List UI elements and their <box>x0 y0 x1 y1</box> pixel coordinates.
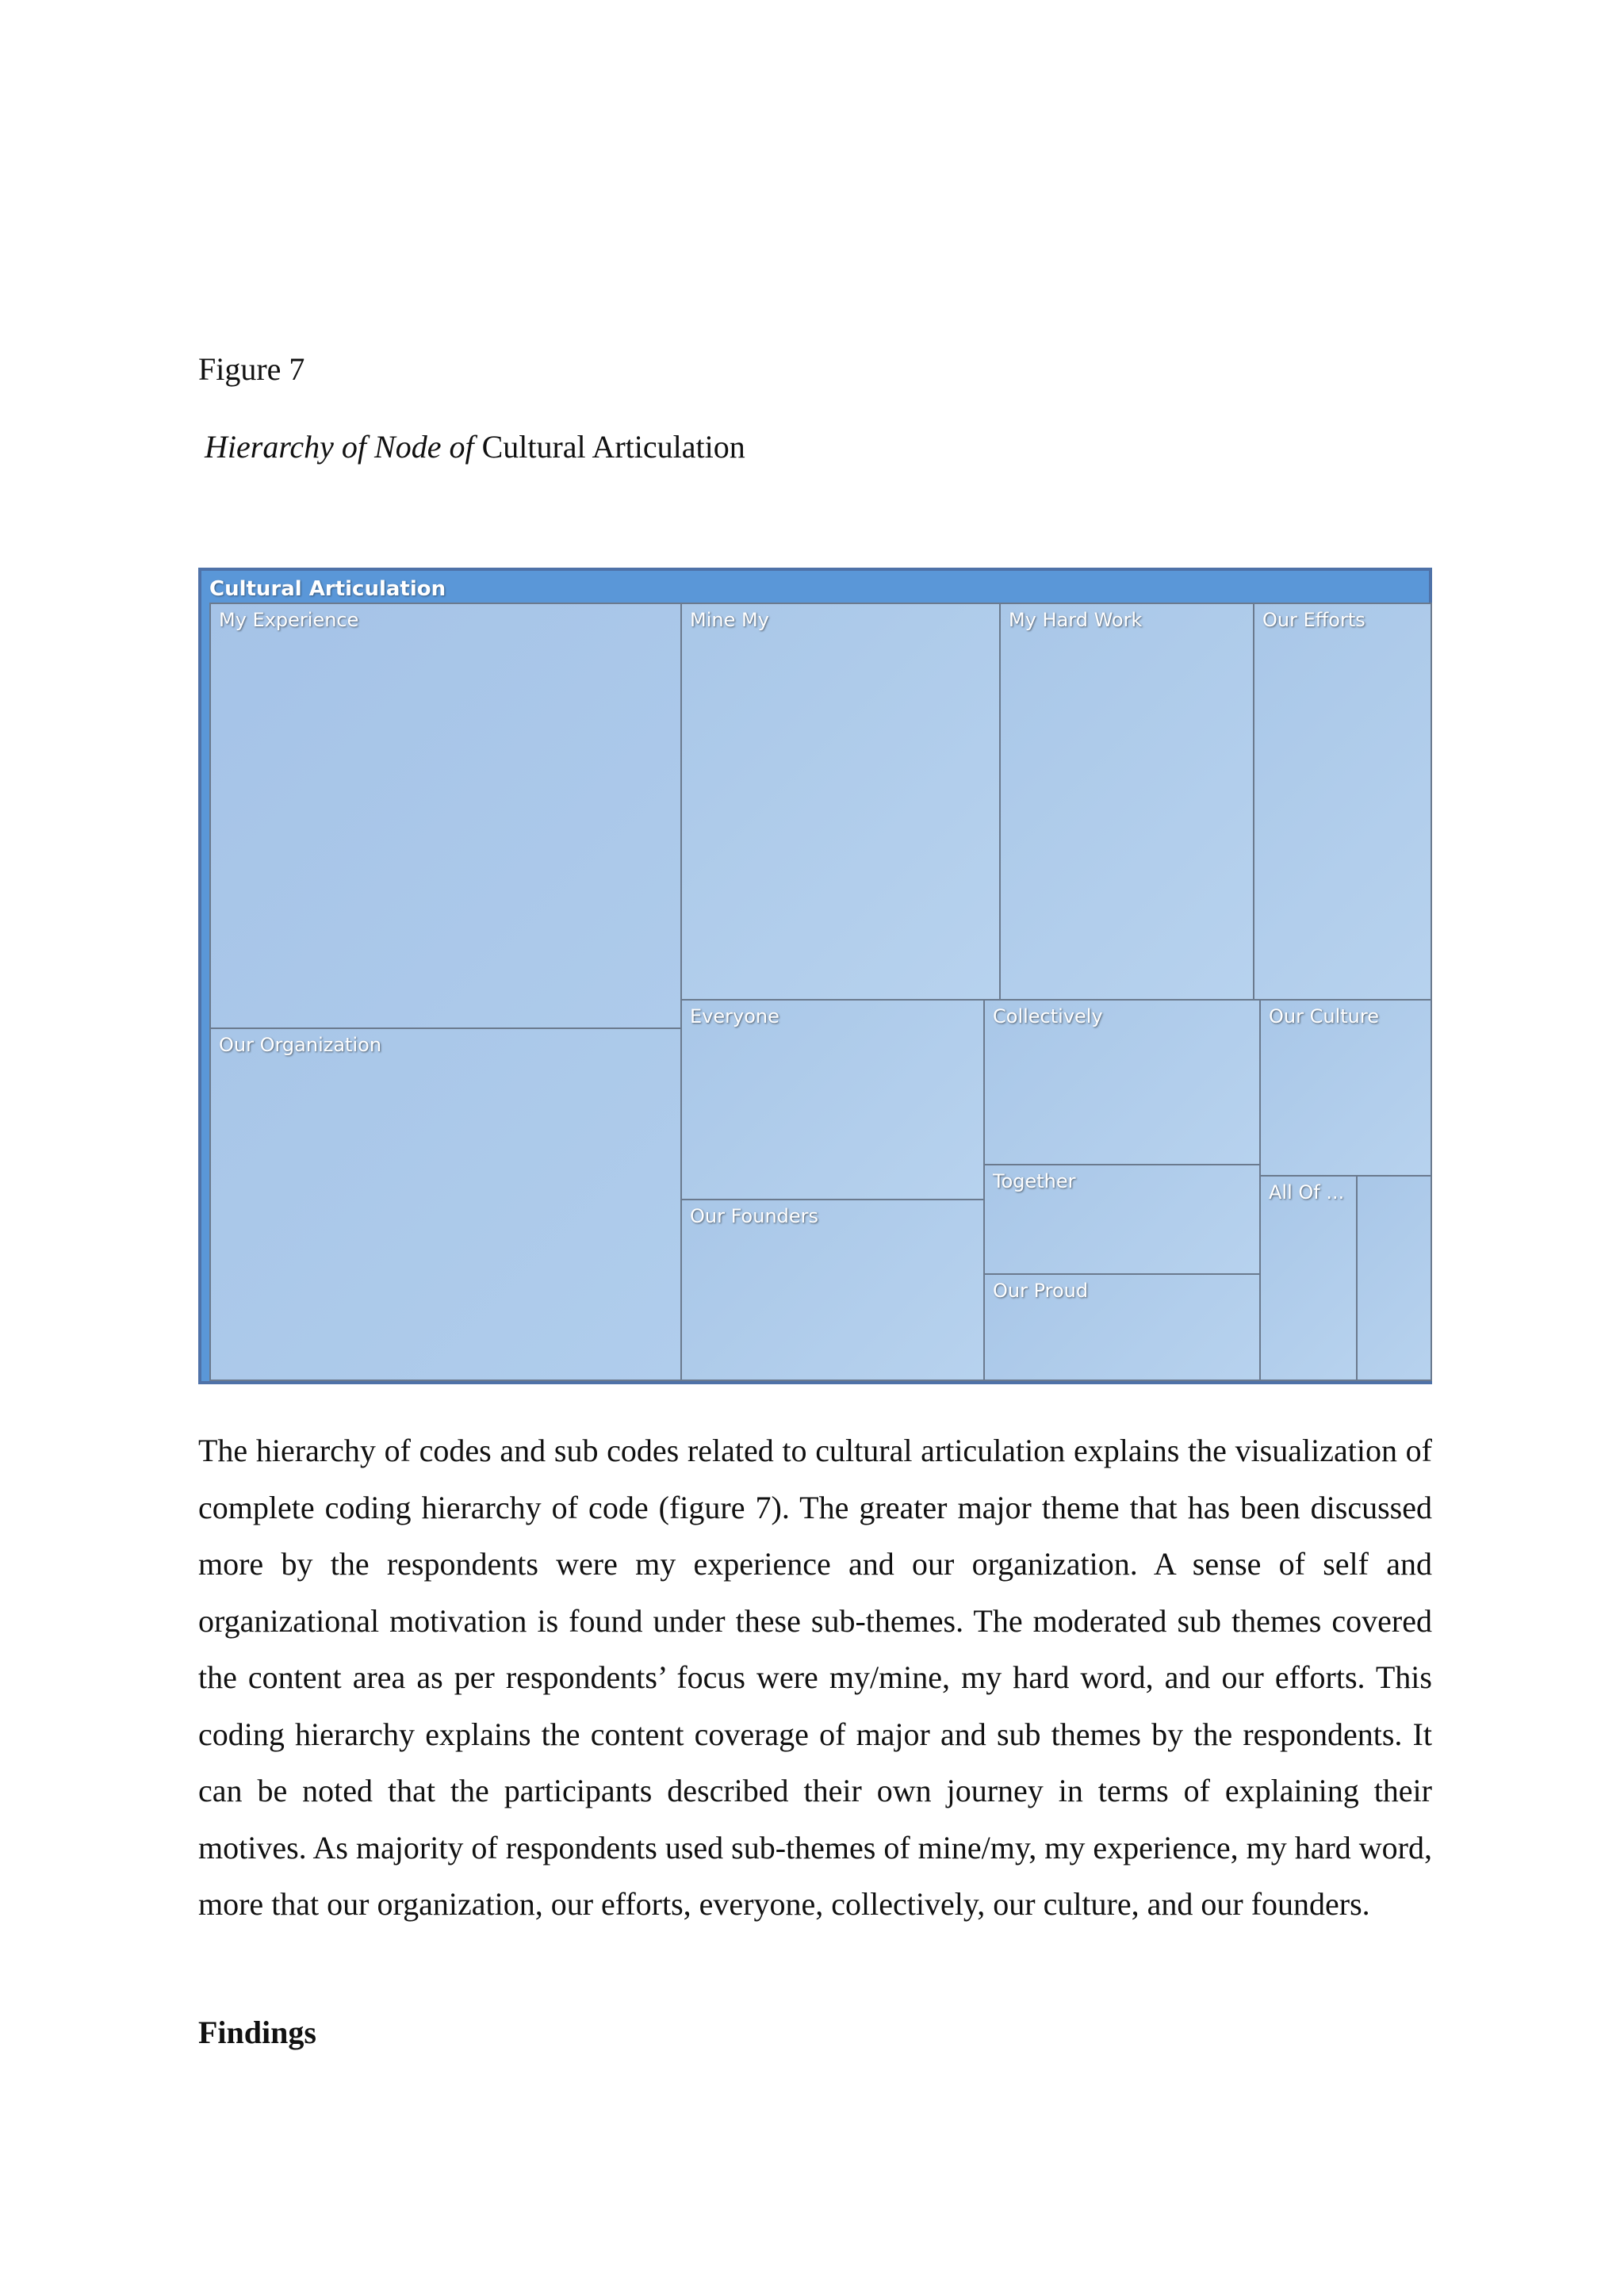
node-unlabeled <box>1356 1175 1432 1381</box>
node-label: Collectively <box>993 1005 1103 1027</box>
node-our-culture <box>1259 999 1432 1177</box>
node-label: Our Founders <box>690 1205 819 1227</box>
node-mine-my <box>680 603 1001 1001</box>
section-heading: Findings <box>198 2015 316 2050</box>
figure-title <box>205 428 745 465</box>
node-my-hard-work <box>999 603 1254 1001</box>
node-our-efforts <box>1253 603 1432 1001</box>
node-label: Our Proud <box>993 1280 1089 1302</box>
node-our-proud <box>983 1273 1261 1381</box>
node-label: Mine My <box>690 609 769 631</box>
node-label: All Of ... <box>1269 1181 1345 1203</box>
treemap-chart <box>198 568 1432 1384</box>
figure-title-rest: Cultural Articulation <box>481 429 745 465</box>
node-label: Together <box>993 1170 1076 1192</box>
node-together <box>983 1164 1261 1275</box>
figure-number: Figure 7 <box>198 351 305 387</box>
node-everyone <box>680 999 985 1200</box>
node-label: Our Organization <box>219 1034 382 1056</box>
node-our-organization <box>209 1027 682 1381</box>
node-label: Our Culture <box>1269 1005 1379 1027</box>
figure-title-italic: Hierarchy of Node of <box>205 429 474 465</box>
node-our-founders <box>680 1199 985 1381</box>
node-label: Everyone <box>690 1005 779 1027</box>
node-label: My Experience <box>219 609 359 631</box>
node-label: My Hard Work <box>1009 609 1143 631</box>
node-label: Our Efforts <box>1262 609 1365 631</box>
treemap-root-label: Cultural Articulation <box>209 577 446 601</box>
node-my-experience <box>209 603 682 1029</box>
node-all-of <box>1259 1175 1358 1381</box>
node-collectively <box>983 999 1261 1165</box>
body-paragraph: The hierarchy of codes and sub codes related to cultural articulation explains the visualization of complete coding hierarchy of code (figure 7). The greater major theme that has been discussed more by the respondents were my experience and our organization. A sense of self and organizational motivation is found under these sub-themes. The moderated sub themes covered the content area as per respondents’ focus were my/mine, my hard word, and our efforts. This coding hierarchy explains the content coverage of major and sub themes by the respondents. It can be noted that the participants described their own journey in terms of explaining their motives. As majority of respondents used sub-themes of mine/my, my experience, my hard word, more that our organization, our efforts, everyone, collectively, our culture, and our founders. <box>198 1433 1432 1922</box>
